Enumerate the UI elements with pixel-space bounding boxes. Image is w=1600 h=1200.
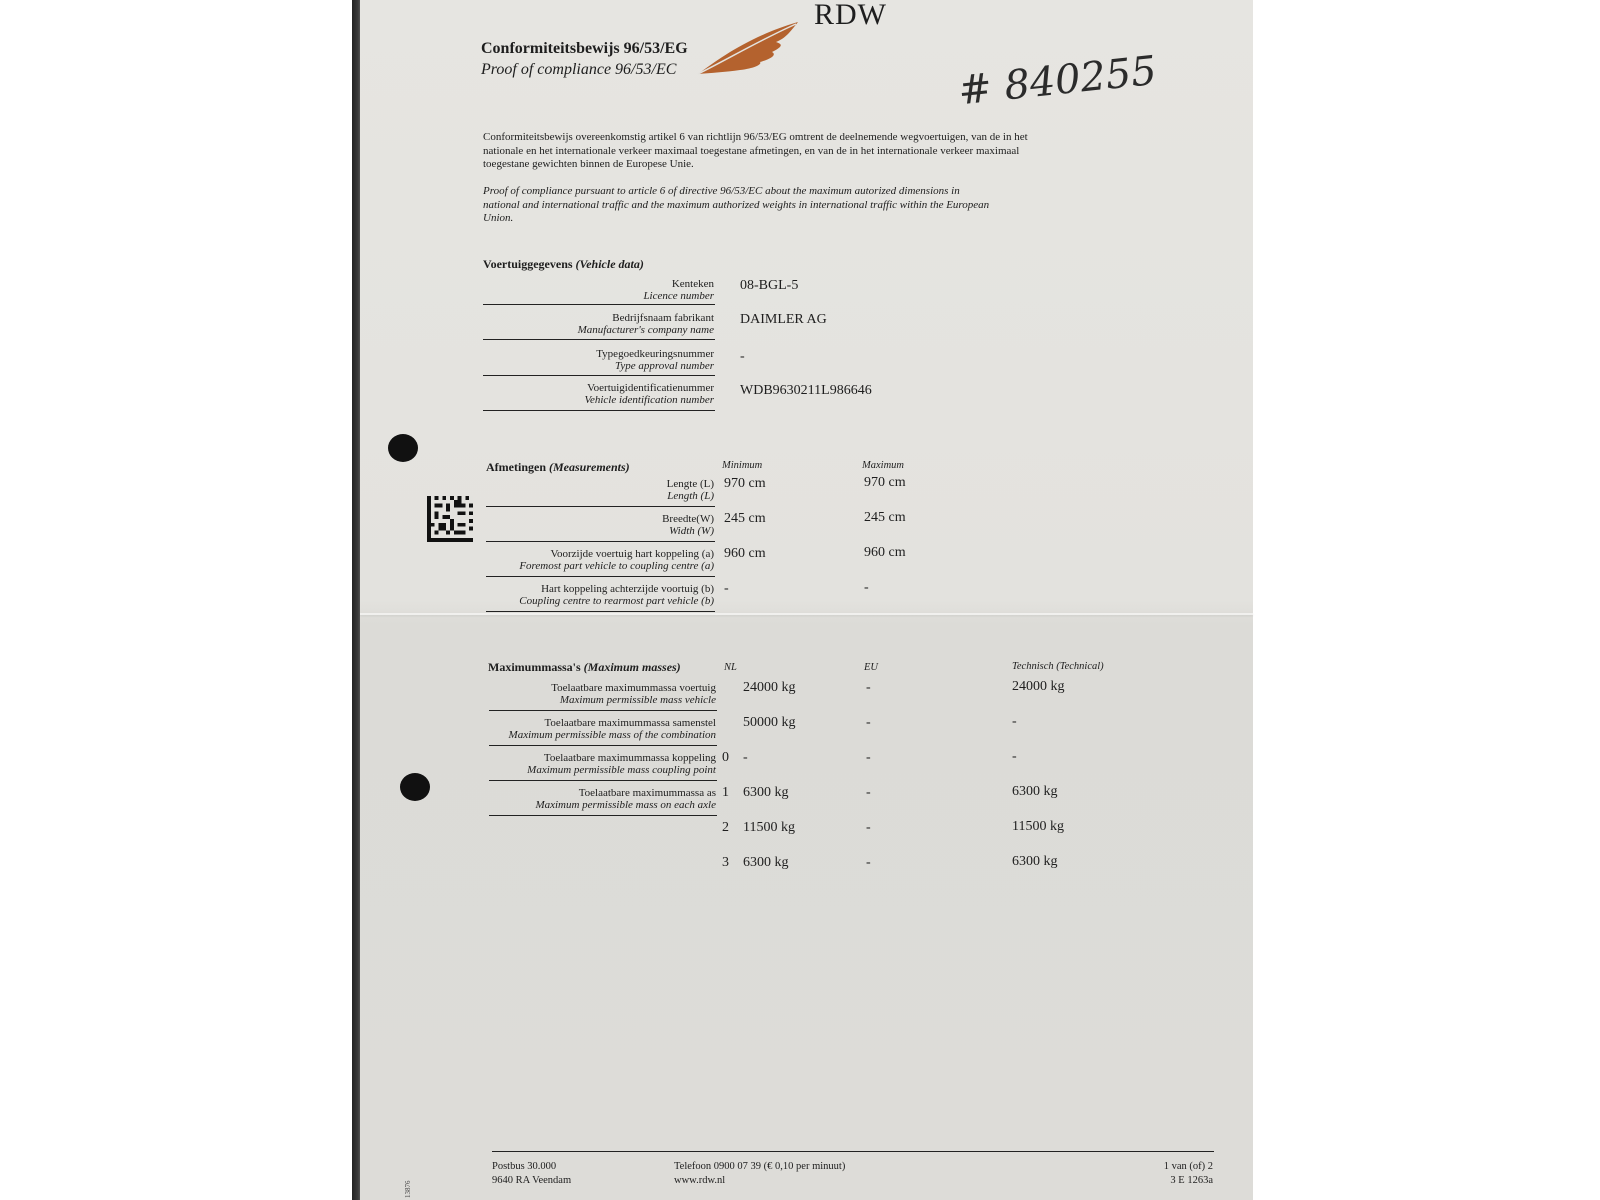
col-eu: EU — [864, 662, 878, 673]
vehicle-row-label: Typegoedkeuringsnummer Type approval number — [596, 348, 714, 372]
type-approval-value: - — [740, 349, 745, 364]
handwritten-reference: # 840255 — [956, 47, 1159, 115]
mass-row-label: Toelaatbare maximummassa as Maximum permissible mass on each axle — [535, 787, 716, 811]
mass-coupling-tech: - — [1012, 749, 1017, 764]
axle-mass-tech: 11500 kg — [1012, 819, 1064, 834]
vin-value: WDB9630211L986646 — [740, 383, 872, 398]
rear-coupling-min-value: - — [724, 581, 729, 596]
axle-mass-nl: 11500 kg — [743, 820, 795, 835]
axle-mass-eu: - — [866, 820, 871, 835]
rear-coupling-max-value: - — [864, 580, 869, 595]
measurements-heading-en: (Measurements) — [549, 460, 630, 474]
divider — [489, 710, 717, 711]
doc-title-nl: Conformiteitsbewijs 96/53/EG — [481, 40, 688, 57]
divider — [483, 410, 715, 411]
mass-row-label: Toelaatbare maximummassa voertuig Maximum permissible mass vehicle — [551, 682, 716, 706]
width-min-value: 245 cm — [724, 511, 766, 526]
footer-web: www.rdw.nl — [674, 1175, 726, 1186]
mass-coupling-index: 0 — [722, 750, 729, 765]
footer-phone: Telefoon 0900 07 39 (€ 0,10 per minuut) — [674, 1161, 846, 1172]
axle-mass-eu: - — [866, 855, 871, 870]
vehicle-row-label: Kenteken Licence number — [643, 278, 714, 302]
vehicle-heading-nl: Voertuiggegevens — [483, 257, 573, 271]
divider — [489, 780, 717, 781]
col-maximum: Maximum — [862, 460, 904, 471]
doc-title-en: Proof of compliance 96/53/EC — [481, 61, 677, 78]
width-max-value: 245 cm — [864, 510, 906, 525]
measurements-section-heading — [486, 460, 630, 475]
footer-page-info — [1110, 1160, 1213, 1188]
axle-index: 1 — [722, 785, 729, 800]
footer-divider — [492, 1151, 1214, 1152]
punch-hole-bottom — [400, 773, 430, 801]
axle-mass-nl: 6300 kg — [743, 855, 789, 870]
mass-combination-tech: - — [1012, 714, 1017, 729]
footer-address-line2: 9640 RA Veendam — [492, 1175, 572, 1186]
intro-en: Proof of compliance pursuant to article 6 of directive 96/53/EC about the maximum autorized dimensions in national and international traffic and the maximum authorized weights in international traffic within the European Union. — [483, 185, 990, 224]
mass-coupling-eu: - — [866, 750, 871, 765]
mass-row-label: Toelaatbare maximummassa koppeling Maximum permissible mass coupling point — [527, 752, 716, 776]
footer-page-number: 1 van (of) 2 — [1163, 1161, 1213, 1172]
front-coupling-max-value: 960 cm — [864, 545, 906, 560]
divider — [486, 576, 715, 577]
divider — [486, 541, 715, 542]
intro-nl: Conformiteitsbewijs overeenkomstig artikel 6 van richtlijn 96/53/EG omtrent de deelnemende wegvoertuigen, van de in het nationale en het internationale verkeer maximaal toegestane afmetingen, en van de in het internationale verkeer maximaal toegestane gewichten binnen de Europese Unie. — [483, 131, 1028, 170]
measurement-row-label: Breedte(W) Width (W) — [662, 513, 714, 537]
mass-coupling-nl: - — [743, 750, 748, 765]
mass-vehicle-tech: 24000 kg — [1012, 679, 1065, 694]
footer-form-code: 3 E 1263a — [1170, 1175, 1213, 1186]
mass-row-label: Toelaatbare maximummassa samenstel Maximum permissible mass of the combination — [508, 717, 716, 741]
col-technical: Technisch (Technical) — [1012, 661, 1104, 672]
axle-mass-nl: 6300 kg — [743, 785, 789, 800]
col-nl: NL — [724, 662, 737, 673]
vehicle-row-label: Voertuigidentificatienummer Vehicle identification number — [584, 382, 714, 406]
footer-address — [492, 1160, 571, 1188]
licence-number-value: 08-BGL-5 — [740, 278, 799, 293]
measurements-heading-nl: Afmetingen — [486, 460, 546, 474]
footer-address-line1: Postbus 30.000 — [492, 1161, 557, 1172]
masses-heading-en: (Maximum masses) — [583, 660, 681, 674]
divider — [483, 375, 715, 376]
measurement-row-label: Lengte (L) Length (L) — [666, 478, 714, 502]
axle-index: 2 — [722, 820, 729, 835]
paper-fold — [360, 613, 1253, 615]
divider — [486, 506, 715, 507]
vehicle-heading-en: (Vehicle data) — [575, 257, 644, 271]
masses-heading-nl: Maximummassa's — [488, 660, 581, 674]
length-max-value: 970 cm — [864, 475, 906, 490]
front-coupling-min-value: 960 cm — [724, 546, 766, 561]
length-min-value: 970 cm — [724, 476, 766, 491]
rdw-feather-logo — [690, 18, 805, 78]
divider — [486, 611, 715, 612]
axle-mass-tech: 6300 kg — [1012, 784, 1058, 799]
divider — [489, 815, 717, 816]
masses-section-heading — [488, 660, 681, 675]
axle-mass-tech: 6300 kg — [1012, 854, 1058, 869]
measurement-row-label: Voorzijde voertuig hart koppeling (a) Foremost part vehicle to coupling centre (a) — [519, 548, 714, 572]
col-minimum: Minimum — [722, 460, 763, 471]
rdw-logo-text: RDW — [814, 0, 887, 31]
mass-combination-eu: - — [866, 715, 871, 730]
mass-combination-nl: 50000 kg — [743, 715, 796, 730]
datamatrix-code — [426, 496, 474, 542]
axle-index: 3 — [722, 855, 729, 870]
vehicle-section-heading — [483, 257, 644, 272]
measurement-row-label: Hart koppeling achterzijde voortuig (b) Coupling centre to rearmost part vehicle (b) — [519, 583, 714, 607]
mass-vehicle-eu: - — [866, 680, 871, 695]
axle-mass-eu: - — [866, 785, 871, 800]
divider — [483, 304, 715, 305]
divider — [489, 745, 717, 746]
divider — [483, 339, 715, 340]
vehicle-row-label: Bedrijfsnaam fabrikant Manufacturer's company name — [577, 312, 714, 336]
side-code: 13876 — [404, 1180, 412, 1198]
mass-vehicle-nl: 24000 kg — [743, 680, 796, 695]
punch-hole-top — [388, 434, 418, 462]
footer-contact — [674, 1160, 845, 1188]
manufacturer-value: DAIMLER AG — [740, 312, 827, 327]
